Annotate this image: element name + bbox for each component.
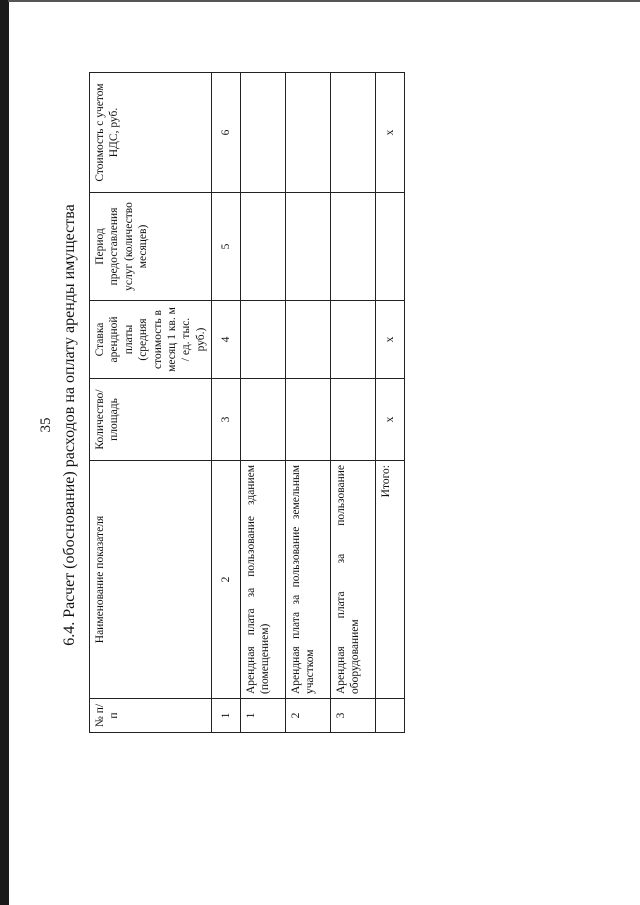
section-title: 6.4. Расчет (обоснование) расходов на оплату аренды имущества	[61, 204, 78, 646]
total-empty	[376, 699, 405, 733]
column-number: 4	[212, 301, 241, 379]
scan-edge-left	[0, 0, 9, 905]
row-name: Арендная плата за пользование зданием (помещением)	[241, 461, 286, 699]
row-period	[241, 193, 286, 301]
row-rate	[241, 301, 286, 379]
row-qty	[331, 379, 376, 461]
column-number: 1	[212, 699, 241, 733]
row-cost	[286, 73, 331, 193]
header-rate: Ставка арендной платы (средняя стоимость в месяц 1 кв. м / ед. тыс. руб.)	[90, 301, 212, 379]
row-name: Арендная плата за пользование оборудованием	[331, 461, 376, 699]
column-number: 2	[212, 461, 241, 699]
header-period: Период предоставления услуг (количество месяцев)	[90, 193, 212, 301]
row-num: 1	[241, 699, 286, 733]
rent-expenses-table	[89, 72, 405, 733]
total-row	[376, 73, 405, 733]
total-period	[376, 193, 405, 301]
column-number: 6	[212, 73, 241, 193]
row-period	[286, 193, 331, 301]
table-row	[286, 73, 331, 733]
header-cost: Стоимость с учетом НДС, руб.	[90, 73, 212, 193]
scan-edge-top	[8, 0, 640, 2]
row-period	[331, 193, 376, 301]
row-rate	[331, 301, 376, 379]
header-name: Наименование показателя	[90, 461, 212, 699]
row-cost	[331, 73, 376, 193]
total-cost: х	[376, 73, 405, 193]
row-rate	[286, 301, 331, 379]
row-name: Арендная плата за пользование земельным участком	[286, 461, 331, 699]
table-row	[241, 73, 286, 733]
column-number: 5	[212, 193, 241, 301]
table-row	[331, 73, 376, 733]
total-label: Итого:	[376, 461, 405, 699]
column-number: 3	[212, 379, 241, 461]
row-cost	[241, 73, 286, 193]
total-rate: х	[376, 301, 405, 379]
row-qty	[241, 379, 286, 461]
header-num: № п/п	[90, 699, 212, 733]
total-qty: х	[376, 379, 405, 461]
header-qty: Количество/ площадь	[90, 379, 212, 461]
column-number-row	[212, 73, 241, 733]
rotated-page	[30, 50, 430, 800]
page-number: 35	[38, 417, 54, 433]
row-num: 3	[331, 699, 376, 733]
header-row	[90, 73, 212, 733]
row-num: 2	[286, 699, 331, 733]
row-qty	[286, 379, 331, 461]
